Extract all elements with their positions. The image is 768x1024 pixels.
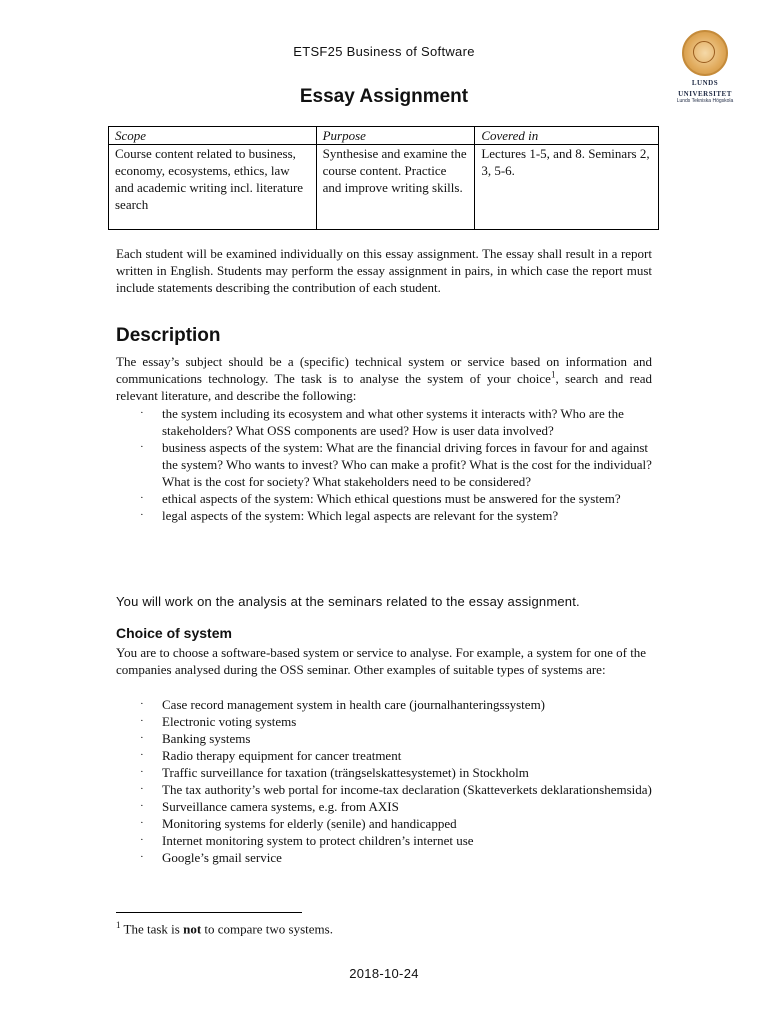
system-examples-list	[116, 696, 652, 866]
table-header-scope: Scope	[109, 127, 317, 145]
bullet-icon: ·	[140, 492, 144, 504]
seminar-note: You will work on the analysis at the seminars related to the essay assignment.	[116, 594, 580, 609]
page-date: 2018-10-24	[349, 966, 419, 981]
list-item: · Surveillance camera systems, e.g. from AXIS	[140, 799, 399, 814]
page-header: ETSF25 Business of Software	[293, 44, 475, 59]
bullet-icon: ·	[140, 509, 144, 521]
table-cell-scope: Course content related to business, economy, ecosystems, ethics, law and academic writing incl. literature search	[109, 145, 317, 230]
logo-name-line1: LUNDS	[691, 79, 719, 87]
description-text-after: , search and read relevant literature, and describe the following:	[116, 371, 652, 403]
table-cell-covered-in: Lectures 1-5, and 8. Seminars 2, 3, 5-6.	[475, 145, 659, 230]
intro-paragraph: Each student will be examined individually on this essay assignment. The essay shall result in a report written in English. Students may perform the essay assignment in pairs, in which case the report must include statements describing the contribution of each student.	[116, 246, 652, 295]
list-item: · The tax authority’s web portal for income-tax declaration (Skatteverkets deklarationshemsida)	[140, 782, 652, 797]
list-item: · Traffic surveillance for taxation (trängselskattesystemet) in Stockholm	[140, 765, 529, 780]
description-heading: Description	[116, 325, 221, 346]
description-paragraph	[116, 353, 652, 404]
bullet-icon: ·	[140, 800, 144, 812]
bullet-icon: ·	[140, 441, 144, 453]
list-item: · legal aspects of the system: Which legal aspects are relevant for the system?	[140, 508, 559, 523]
description-text-before: The essay’s subject should be a (specific) technical system or service based on information and communications technology. The task is to analyse the system of your choice	[116, 354, 652, 386]
footnote: $^1$ The task is not to compare two systems.	[116, 920, 333, 937]
table-row	[109, 145, 659, 230]
bullet-icon: ·	[140, 732, 144, 744]
list-item: · the system including its ecosystem and what other systems it interacts with? Who are the stakeholders? What OSS components are used? How is user data involved?	[140, 406, 624, 438]
list-item: · Google’s gmail service	[140, 850, 282, 865]
bullet-icon: ·	[140, 783, 144, 795]
choice-paragraph: You are to choose a software-based system or service to analyse. For example, a system for one of the companies analysed during the OSS seminar. Other examples of suitable types of systems are:	[116, 645, 647, 677]
list-item: · Case record management system in health care (journalhanteringssystem)	[140, 697, 546, 712]
document-title: Essay Assignment	[299, 86, 469, 107]
list-item: · Radio therapy equipment for cancer treatment	[140, 748, 402, 763]
bullet-icon: ·	[140, 766, 144, 778]
bullet-icon: ·	[140, 851, 144, 863]
table-header-covered-in: Covered in	[475, 127, 659, 145]
bullet-icon: ·	[140, 834, 144, 846]
table-header-row	[109, 127, 659, 145]
logo-subtitle: Lunds Tekniska Högskola	[676, 98, 734, 104]
list-item: · Banking systems	[140, 731, 251, 746]
scope-table	[108, 126, 659, 230]
footnote-reference: 1	[550, 369, 556, 380]
bullet-icon: ·	[140, 817, 144, 829]
list-item: · Internet monitoring system to protect children’s internet use	[140, 833, 474, 848]
list-item: · business aspects of the system: What are the financial driving forces in favour for and against the system? Who wants to invest? Who can make a profit? What is the cost for the individual? What is the cost for society? What stakeholders need to be considered?	[140, 440, 652, 489]
footnote-number: 1	[116, 920, 121, 930]
bullet-icon: ·	[140, 715, 144, 727]
table-cell-purpose: Synthesise and examine the course content. Practice and improve writing skills.	[316, 145, 475, 230]
university-seal-icon	[682, 30, 728, 76]
footnote-emphasis: not	[183, 921, 202, 937]
list-item: · Monitoring systems for elderly (senile) and handicapped	[140, 816, 457, 831]
description-bullet-list	[116, 405, 652, 524]
bullet-icon: ·	[140, 407, 144, 419]
table-header-purpose: Purpose	[316, 127, 475, 145]
logo-name-line2: UNIVERSITET	[678, 90, 732, 98]
choice-heading: Choice of system	[116, 625, 232, 641]
bullet-icon: ·	[140, 749, 144, 761]
footnote-divider	[116, 912, 302, 913]
bullet-icon: ·	[140, 698, 144, 710]
list-item: · Electronic voting systems	[140, 714, 297, 729]
list-item: · ethical aspects of the system: Which ethical questions must be answered for the system?	[140, 491, 621, 506]
